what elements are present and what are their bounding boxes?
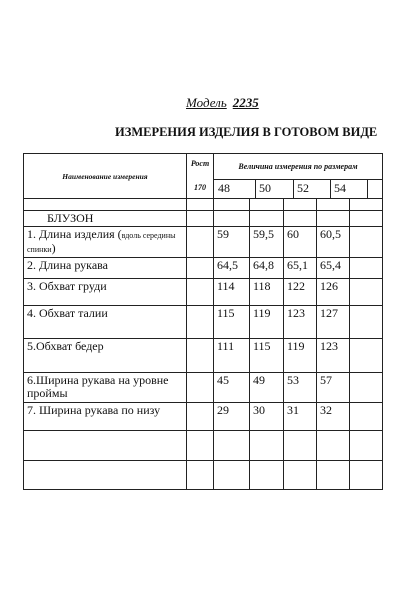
row-name-text: 1. Длина изделия ( bbox=[27, 227, 122, 241]
size-cell: 52 bbox=[294, 180, 331, 198]
size-cell: 48 bbox=[214, 180, 256, 198]
value-cell: 60,5 bbox=[317, 227, 350, 258]
value-cell: 31 bbox=[284, 403, 317, 431]
header-height bbox=[187, 154, 214, 199]
model-label-text: Модель bbox=[186, 95, 227, 110]
value-cell: 119 bbox=[284, 339, 317, 373]
value-cell: 32 bbox=[317, 403, 350, 431]
row-name-note: вдоль середины спинки bbox=[27, 231, 176, 254]
value-cell: 30 bbox=[250, 403, 284, 431]
value-cell: 64,5 bbox=[214, 258, 250, 279]
table-row bbox=[24, 339, 383, 373]
value-cell: 115 bbox=[214, 306, 250, 339]
value-cell: 119 bbox=[250, 306, 284, 339]
value-cell: 126 bbox=[317, 279, 350, 306]
value-cell: 49 bbox=[250, 373, 284, 403]
value-cell: 57 bbox=[317, 373, 350, 403]
value-cell: 59 bbox=[214, 227, 250, 258]
model-label bbox=[186, 95, 259, 111]
row-name bbox=[24, 227, 187, 258]
header-height-value: 170 bbox=[194, 183, 206, 192]
value-cell: 122 bbox=[284, 279, 317, 306]
size-cell: 50 bbox=[256, 180, 294, 198]
header-sizes-label: Величина измерения по размерам bbox=[214, 154, 382, 180]
row-name: 2. Длина рукава bbox=[24, 258, 187, 279]
value-cell: 29 bbox=[214, 403, 250, 431]
table-row bbox=[24, 258, 383, 279]
row-name: 4. Обхват талии bbox=[24, 306, 187, 339]
value-cell: 123 bbox=[317, 339, 350, 373]
spacer-row bbox=[24, 199, 383, 211]
value-cell: 115 bbox=[250, 339, 284, 373]
document-title: ИЗМЕРЕНИЯ ИЗДЕЛИЯ В ГОТОВОМ ВИДЕ bbox=[115, 125, 378, 139]
value-cell: 123 bbox=[284, 306, 317, 339]
row-name-tail: ) bbox=[51, 241, 56, 255]
row-name: 3. Обхват груди bbox=[24, 279, 187, 306]
measurements-table bbox=[23, 153, 383, 490]
header-sizes bbox=[214, 154, 383, 199]
value-cell: 127 bbox=[317, 306, 350, 339]
table-row bbox=[24, 279, 383, 306]
row-name: 7. Ширина рукава по низу bbox=[24, 403, 187, 431]
table-header-row bbox=[24, 154, 383, 199]
table-row bbox=[24, 227, 383, 258]
size-cell: 54 bbox=[331, 180, 368, 198]
value-cell: 118 bbox=[250, 279, 284, 306]
value-cell: 65,1 bbox=[284, 258, 317, 279]
table-row bbox=[24, 306, 383, 339]
section-label bbox=[24, 211, 187, 227]
value-cell: 59,5 bbox=[250, 227, 284, 258]
row-name: 6.Ширина рукава на уровне проймы bbox=[24, 373, 187, 403]
size-cell-empty bbox=[368, 180, 382, 198]
value-cell: 65,4 bbox=[317, 258, 350, 279]
empty-row bbox=[24, 461, 383, 490]
header-measurement-name: Наименование измерения bbox=[24, 154, 187, 199]
value-cell: 64,8 bbox=[250, 258, 284, 279]
value-cell: 114 bbox=[214, 279, 250, 306]
table-row bbox=[24, 403, 383, 431]
value-cell: 111 bbox=[214, 339, 250, 373]
empty-row bbox=[24, 431, 383, 461]
model-number: 2235 bbox=[232, 95, 259, 110]
sizes-row bbox=[214, 180, 382, 198]
table-row bbox=[24, 373, 383, 403]
row-name: 5.Обхват бедер bbox=[24, 339, 187, 373]
value-cell: 60 bbox=[284, 227, 317, 258]
header-height-label: Рост bbox=[190, 159, 210, 168]
section-row bbox=[24, 211, 383, 227]
value-cell: 53 bbox=[284, 373, 317, 403]
value-cell: 45 bbox=[214, 373, 250, 403]
section-text: БЛУЗОН bbox=[47, 211, 94, 225]
